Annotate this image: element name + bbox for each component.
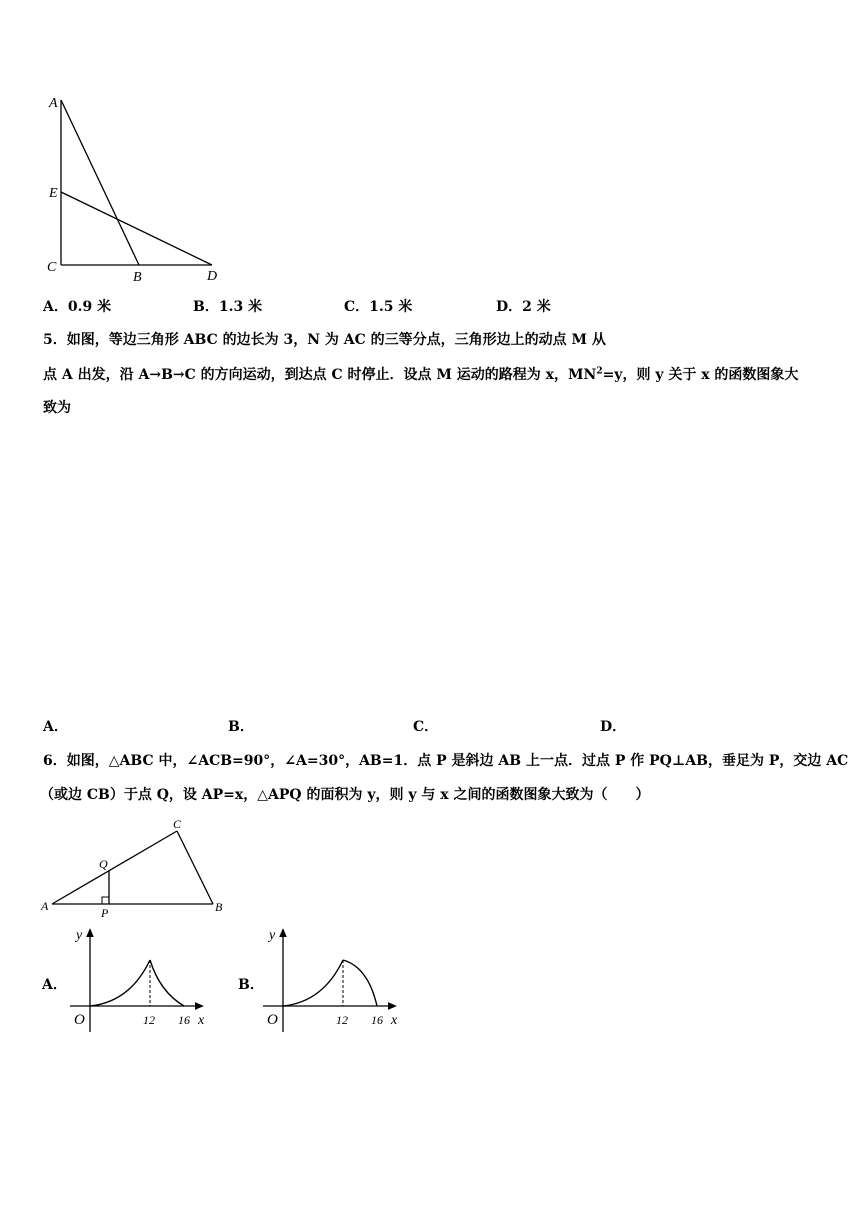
origin-label: O xyxy=(267,1012,278,1028)
q4-option-c[interactable]: C．1.5 米 xyxy=(344,299,413,315)
q6-option-b[interactable]: B． xyxy=(238,977,264,993)
q5-stem-line2 xyxy=(43,365,798,385)
q5-stem-line3: 致为 xyxy=(43,400,71,416)
label-c: C xyxy=(173,817,182,831)
q4-option-b[interactable]: B．1.3 米 xyxy=(193,299,263,315)
q5-superscript: 2 xyxy=(596,366,603,377)
label-e: E xyxy=(49,186,58,201)
q6-stem-line2: （或边 CB）于点 Q，设 AP=x，△APQ 的面积为 y，则 y 与 x 之间的函数图象大致为（ ） xyxy=(40,787,650,803)
q4-option-a[interactable]: A．0.9 米 xyxy=(43,299,112,315)
q6-option-a[interactable]: A． xyxy=(42,977,67,993)
q5-option-c[interactable]: C． xyxy=(413,719,439,735)
label-b: B xyxy=(215,900,223,914)
q5-line2-post: =y，则 y 关于 x 的函数图象大 xyxy=(602,367,799,383)
label-b: B xyxy=(133,270,142,285)
origin-label: O xyxy=(74,1012,85,1028)
label-d: D xyxy=(207,269,218,284)
label-c: C xyxy=(47,260,57,275)
q4-triangle-figure xyxy=(40,88,230,288)
q5-option-d[interactable]: D． xyxy=(600,719,627,735)
tick-12: 12 xyxy=(143,1013,155,1027)
q6-triangle-figure xyxy=(38,815,228,920)
tick-16: 16 xyxy=(371,1013,383,1027)
q5-stem-line1: 5．如图，等边三角形 ABC 的边长为 3，N 为 AC 的三等分点，三角形边上的动点 M 从 xyxy=(43,332,606,348)
label-a: A xyxy=(49,96,58,111)
q6-stem-line1: 6．如图，△ABC 中，∠ACB=90°，∠A=30°，AB=1．点 P 是斜边 AB 上一点．过点 P 作 PQ⊥AB，垂足为 P，交边 AC xyxy=(43,753,849,769)
label-a: A xyxy=(41,899,49,913)
tick-12: 12 xyxy=(336,1013,348,1027)
q5-option-b[interactable]: B． xyxy=(228,719,254,735)
axis-y-label: y xyxy=(269,928,276,943)
label-q: Q xyxy=(99,857,108,871)
q5-line2-pre: 点 A 出发，沿 A→B→C 的方向运动，到达点 C 时停止．设点 M 运动的路程为 x，MN xyxy=(43,367,597,383)
q5-option-a[interactable]: A． xyxy=(43,719,68,735)
q4-option-d[interactable]: D．2 米 xyxy=(496,299,551,315)
tick-16: 16 xyxy=(178,1013,190,1027)
label-p: P xyxy=(101,906,109,920)
axis-y-label: y xyxy=(76,928,83,943)
axis-x-label: x xyxy=(391,1013,398,1028)
q6-graph-b[interactable] xyxy=(253,922,413,1040)
q6-graph-a[interactable] xyxy=(60,922,220,1040)
axis-x-label: x xyxy=(198,1013,205,1028)
